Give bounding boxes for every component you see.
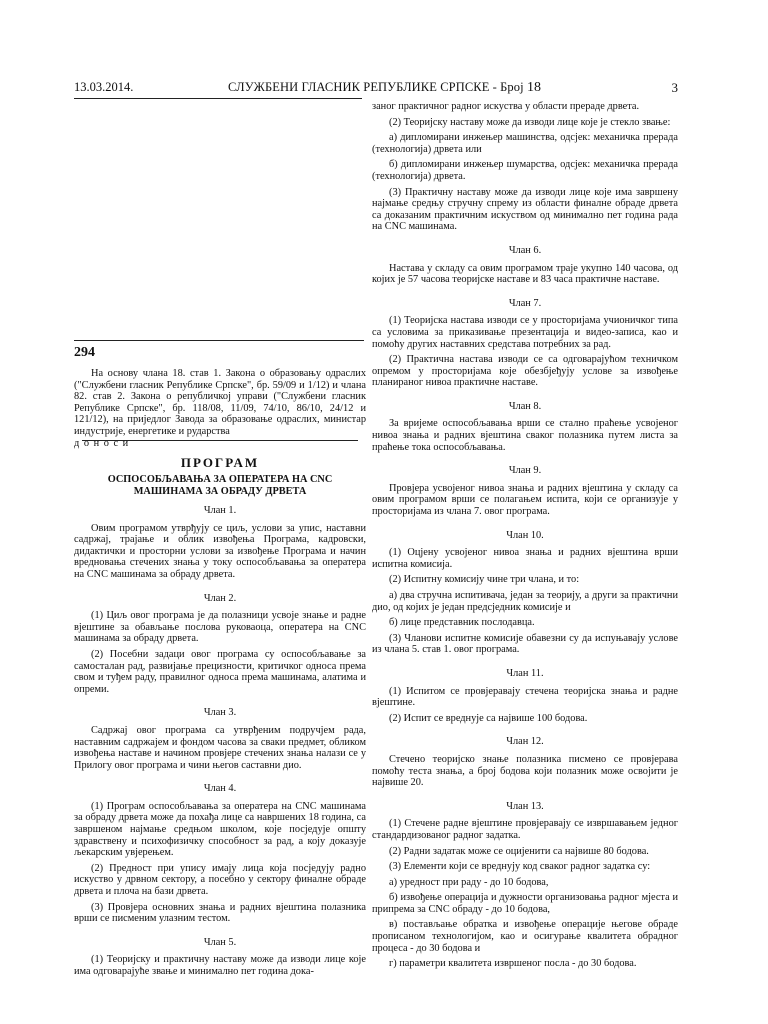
page-header [74, 80, 678, 96]
article-heading: Члан 4. [203, 783, 237, 795]
list-item: б) дипломирани инжењер шумарства, одсјек: механичка прерада (технологија) дрвета. [372, 159, 678, 182]
article-paragraph: Стечено теоријско знање полазника писмено се провјерава помоћу теста знања, а број бодова који полазник може освојити је највише 20. [372, 753, 678, 789]
article-heading: Члан 12. [506, 736, 544, 748]
article-paragraph: (1) Циљ овог програма је да полазници усвоје знање и радне вјештине за обављање послова руковаоца, оператера на CNC машинама за обраду дрвета. [74, 610, 366, 645]
article-paragraph: (1) Испитом се провјеравају стечена теоријска знања и радне вјештине. [372, 685, 678, 709]
article-paragraph: (1) Стечене радне вјештине провјеравају се извршавањем једног стандардизованог радног задатка. [372, 818, 678, 841]
list-item: б) извођење операција и дужности организовања радног мјеста и припрема за CNC обраду - до 10 бодова, [372, 892, 678, 915]
article-heading: Члан 2. [203, 592, 237, 604]
list-item: а) два стручна испитивача, један за теорију, а други за практични дио, од којих је један предсједник комисије и [372, 590, 678, 613]
header-publication: СЛУЖБЕНИ ГЛАСНИК РЕПУБЛИКЕ СРПСКЕ - Број [228, 80, 524, 94]
program-subtitle [74, 474, 366, 497]
article-paragraph: (3) Провјера основних знања и радних вјештина полазника врши се писменим улазним тестом. [74, 901, 366, 925]
article-paragraph: (2) Практична настава изводи се са одговарајућом техничком опремом у просторијама које обезбјеђују услове за извођење планираног нивоа практичне наставе. [372, 354, 678, 389]
article-paragraph: (3) Практичну наставу може да изводи лице које има завршену најмање средњу стручну спрему из области финалне обраде дрвета са доказаним практичним искуством од минимално пет година рада на CNC машинама. [372, 186, 678, 233]
header-divider [74, 98, 362, 99]
article-paragraph: заног практичног радног искуства у области прераде дрвета. [372, 101, 640, 112]
list-item: г) параметри квалитета извршеног посла - до 30 бодова. [389, 958, 637, 970]
right-column [372, 101, 678, 970]
header-issue: 18 [526, 80, 542, 95]
article-heading: Члан 5. [203, 936, 237, 948]
document-number: 294 [74, 345, 95, 360]
article-paragraph: (2) Испитну комисију чине три члана, и то: [389, 574, 580, 586]
article-paragraph: (1) Програм оспособљавања за оператера на CNC машинама за обраду дрвета може да похађа лице са навршених 18 година, са завршеном најмање средњом школом, које посједује општу здравствену и психофизичку способност за рад, а коју доказује љекарским увјерењем. [74, 800, 366, 859]
program-subtitle-line-2: МАШИНАМА ЗА ОБРАДУ ДРВЕТА [133, 485, 307, 497]
article-heading: Члан 7. [508, 297, 542, 309]
article-heading: Члан 10. [506, 529, 544, 541]
article-paragraph: (3) Елементи који се вреднују код сваког радног задатка су: [389, 861, 651, 873]
list-item: а) уредност при раду - до 10 бодова, [389, 876, 549, 888]
article-paragraph: (2) Радни задатак може се оцијенити са највише 80 бодова. [389, 845, 649, 857]
article-paragraph: Настава у складу са овим програмом траје укупно 140 часова, од којих је 57 часова теоријске наставе и 83 часа практичне наставе. [372, 262, 678, 286]
header-page-number: 3 [671, 80, 678, 95]
preamble-block [74, 368, 366, 449]
article-paragraph: (2) Предност при упису имају лица која посједују радно искуство у дрвном сектору, а посебно у сектору финалне обраде дрвета и плоча на бази дрвета. [74, 862, 366, 898]
program-title: ПРОГРАМ [180, 455, 260, 470]
article-paragraph: (3) Чланови испитне комисије обавезни су да испуњавају услове из члана 5. став 1. овог програма. [372, 632, 678, 656]
list-item: в) постављање обратка и извођење операције његове обраде прописаном технологијом, као и осигурање квалитета обрадног процеса - до 30 бодова и [372, 919, 678, 954]
article-paragraph: (2) Испит се вреднује са највише 100 бодова. [389, 712, 588, 724]
program-subtitle-line-1: ОСПОСОБЉАВАЊА ЗА ОПЕРАТЕРА НА CNC [107, 474, 333, 485]
article-paragraph: (1) Теоријску и практичну наставу може да изводи лице које има одговарајуће звање и минимално пет година дока- [74, 954, 366, 977]
article-paragraph: (2) Теоријску наставу може да изводи лице које је стекло звање: [389, 116, 671, 128]
article-heading: Члан 9. [508, 465, 542, 477]
article-paragraph: (1) Оцјену усвојеног нивоа знања и радних вјештина врши испитна комисија. [372, 547, 678, 570]
article-paragraph: Провјера усвојеног нивоа знања и радних вјештина у складу са овим програмом врши се полагањем испита, који се организује у просторијама из члана 7. овог програма. [372, 482, 678, 518]
list-item: б) лице представник послодавца. [389, 617, 535, 629]
donosi-text: д о н о с и [74, 437, 130, 449]
header-title [228, 80, 541, 96]
article-heading: Члан 1. [203, 505, 237, 516]
article-paragraph: (2) Посебни задаци овог програма су оспособљавање за самосталан рад, развијање прецизности, критичког односа према свом и туђем раду, правилног односа према машинама, алатима и опреми. [74, 648, 366, 695]
preamble-text: На основу члана 18. став 1. Закона о образовању одраслих ("Службени гласник Републике Српске", бр. 59/09 и 1/12) и члана 82. став 2. Закона о републичкој управи ("Службени гласник Републике Српске", бр. 118/08, 11/09, 74/10, 86/10, 24/12 и 121/12), на приједлог Завода за образовање одраслих, министар индустрије, енергетике и рударства [74, 368, 366, 437]
article-heading: Члан 13. [506, 800, 544, 812]
article-paragraph: (1) Теоријска настава изводи се у просторијама учионичког типа са условима за приказивање презентација и видео-записа, као и помоћу других наставних средстава потребних за рад. [372, 315, 678, 350]
list-item: а) дипломирани инжењер машинства, одсјек: механичка прерада (технологија) дрвета или [372, 132, 678, 155]
section-divider [74, 340, 364, 341]
left-column [74, 497, 366, 978]
article-paragraph: Овим програмом утврђују се циљ, услови за упис, наставни садржај, трајање и облик извођења Програма, кадровски, дидактички и просторни услови за извођење Програма и начин вредновања стечених знања у току оспособљавања за оператера на CNC машинама за обраду дрвета. [74, 522, 366, 580]
article-heading: Члан 6. [508, 244, 542, 256]
article-heading: Члан 11. [506, 667, 544, 679]
preamble-divider [82, 440, 358, 441]
article-paragraph: За вријеме оспособљавања врши се стално праћење усвојеног нивоа знања и радних вјештина сваког полазника путем листа за праћење тока оспособљавања. [372, 418, 678, 453]
article-heading: Члан 3. [203, 707, 237, 719]
article-heading: Члан 8. [508, 400, 542, 412]
header-date: 13.03.2014. [74, 80, 134, 94]
article-paragraph: Садржај овог програма са утврђеним подручјем рада, наставним садржајем и фондом часова за сваки предмет, обликом извођења наставе и начином провјере стечених знања налази се у Прилогу овог програма и чини његов саставни дио. [74, 724, 366, 771]
